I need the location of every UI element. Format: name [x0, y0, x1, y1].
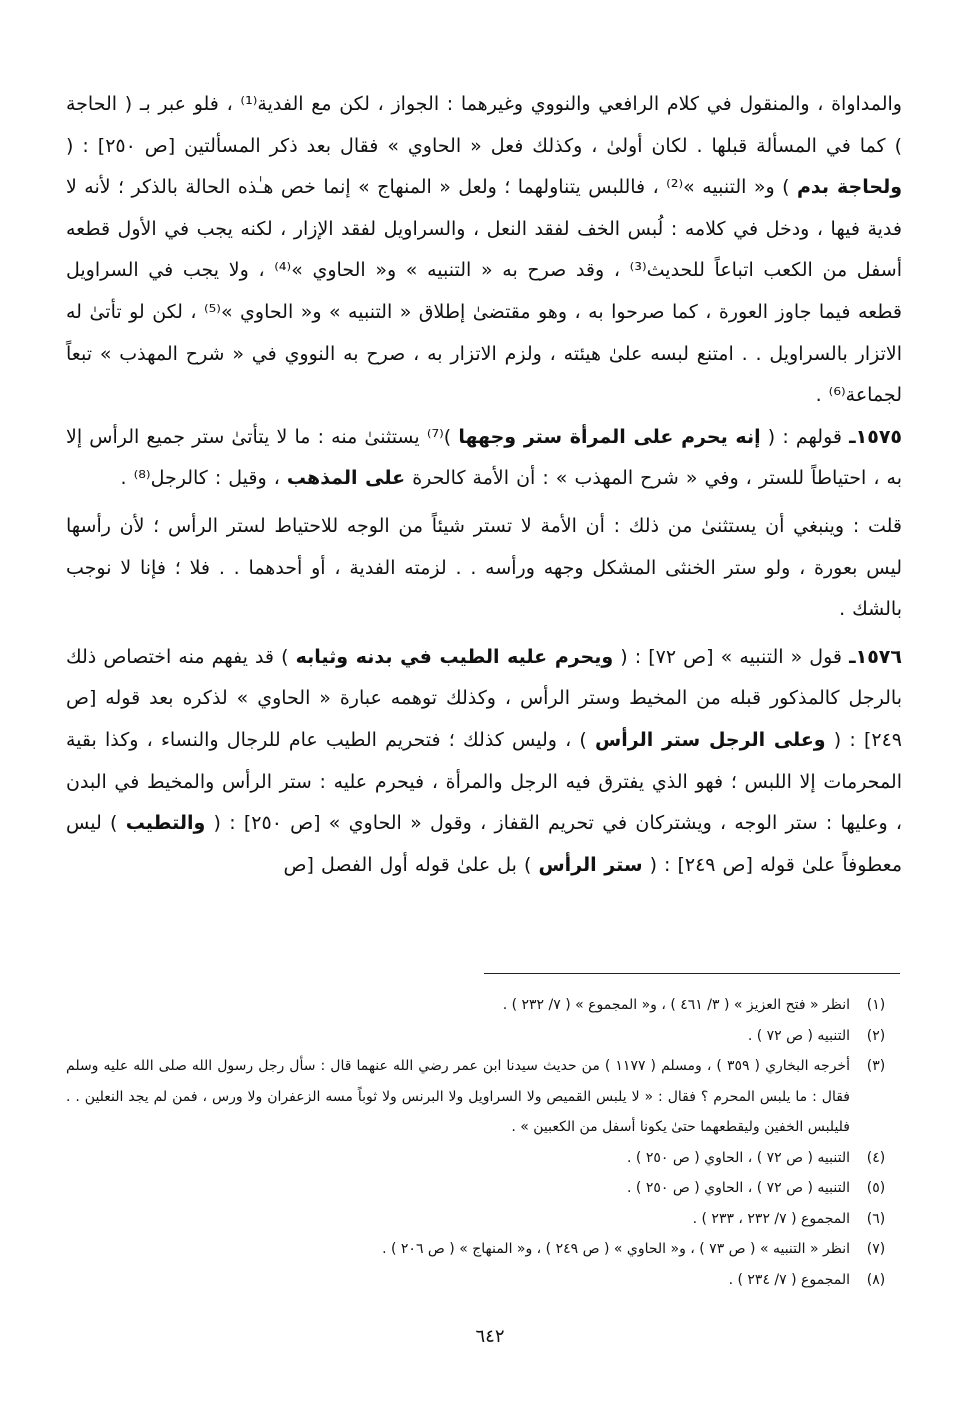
paragraph-1575-text-b: )⁽⁷⁾ يستثنىٰ منه : ما لا يتأتىٰ ستر جميع الرأس إلا به ، احتياطاً للستر ، وفي « شرح المهذب » : أن الأمة كالحرة	[66, 425, 902, 490]
paragraph-1-text-a: والمداواة ، والمنقول في كلام الرافعي والنووي وغيرهما : الجواز ، لكن مع الفدية⁽¹⁾ ، فلو عبر بـ ( الحاجة ) كما في المسألة قبلها . لكان أولىٰ ، وكذلك فعل « الحاوي » فقال بعد ذكر المسألتين [ص ٢٥٠] : (	[66, 93, 902, 157]
paragraph-1576-bold-4: ستر الرأس	[538, 853, 643, 876]
footnote-text: التنبيه ( ص ٧٢ ) ، الحاوي ( ص ٢٥٠ ) .	[627, 1180, 850, 1196]
footnote	[66, 1204, 902, 1235]
footnote-text: المجموع ( ٧/ ٢٣٤ ) .	[728, 1271, 850, 1288]
footnote	[66, 1051, 902, 1143]
footnote	[66, 1173, 902, 1204]
paragraph-1576-bold-2: وعلى الرجل ستر الرأس	[595, 728, 826, 751]
paragraph-1575-text-c: ، وقيل : كالرجل⁽⁸⁾ .	[120, 467, 280, 490]
paragraph-1576-bold-3: والتطيب	[125, 812, 206, 835]
footnote-text: التنبيه ( ص ٧٢ ) ، الحاوي ( ص ٢٥٠ ) .	[627, 1149, 850, 1166]
paragraph-1576-text-c: ) ، وليس كذلك ؛ فتحريم الطيب عام للرجال والنساء ، وكذا بقية المحرمات إلا اللبس ؛ فهو الذي يفترق فيه الرجل والمرأة ، فيحرم عليه : ستر الرأس والمخيط في البدن ، وعليها : ستر الوجه ، ويشتركان في تحريم القفاز ، وقول « الحاوي » [ص ٢٥٠] : (	[66, 728, 903, 835]
paragraph-1575-bold-1: إنه يحرم على المرأة ستر وجهها	[458, 425, 761, 448]
footnote-text: التنبيه ( ص ٧٢ ) .	[747, 1027, 850, 1044]
paragraph-1576-text-d: ) ليس معطوفاً علىٰ قوله [ص ٢٤٩] : (	[66, 812, 902, 876]
footnote-number: (٢)	[866, 1027, 886, 1044]
page-number: ٦٤٢	[475, 1326, 505, 1347]
footnote	[66, 1021, 902, 1052]
footnote	[66, 990, 902, 1021]
footnote-number: (١)	[866, 997, 886, 1013]
footnote-number: (٥)	[866, 1180, 886, 1196]
footnote-number: (٣)	[866, 1058, 886, 1074]
footnote-text: المجموع ( ٧/ ٢٣٢ ، ٢٣٣ ) .	[692, 1210, 850, 1227]
footnote	[66, 1265, 902, 1296]
footnote-number: (٨)	[866, 1271, 886, 1288]
paragraph-1576-bold-1: ويحرم عليه الطيب في بدنه وثيابه	[295, 645, 614, 668]
issue-number-1576: ١٥٧٦ـ	[849, 645, 902, 668]
footnote-separator	[484, 973, 900, 974]
paragraph-1575-text-a: قولهم : (	[767, 425, 842, 448]
footnote	[66, 1143, 902, 1174]
footnote-number: (٦)	[866, 1210, 886, 1227]
footnote	[66, 1234, 902, 1265]
footnote-text: انظر « التنبيه » ( ص ٧٣ ) ، و« الحاوي » ( ص ٢٤٩ ) ، و« المنهاج » ( ص ٢٠٦ ) .	[382, 1241, 850, 1257]
footnotes	[66, 990, 902, 1295]
paragraph-1	[66, 84, 902, 417]
paragraph-1575	[66, 417, 902, 500]
paragraph-1576-text-a: قول « التنبيه » [ص ٧٢] : (	[620, 645, 843, 668]
paragraph-1-bold-1: ولحاجة بدم	[796, 176, 903, 199]
paragraph-qultu: قلت : وينبغي أن يستثنىٰ من ذلك : أن الأمة لا تستر شيئاً من الوجه للاحتياط لستر الرأس ؛ لأن رأسها ليس بعورة ، ولو ستر الخنثى المشكل وجهه ورأسه . . لزمته الفدية ، أو أحدهما . . فلا ؛ فإنا لا نوجب بالشك .	[66, 514, 902, 621]
paragraph-1575-bold-2: على المذهب	[286, 467, 406, 490]
paragraph-1-text-b: ) و« التنبيه »⁽²⁾ ، فاللبس يتناولهما ؛ ولعل « المنهاج » إنما خص هـٰذه الحالة بالذكر ؛ لأنه لا فدية فيها ، ودخل في كلامه : لُبس الخف لفقد النعل ، والسراويل لفقد الإزار ، لكنه يجب في الأول قطعه أسفل من الكعب اتباعاً للحديث⁽³⁾ ، وقد صرح به « التنبيه » و« الحاوي »⁽⁴⁾ ، ولا يجب في السراويل قطعه فيما جاوز العورة ، كما صرحوا به ، وهو مقتضىٰ إطلاق « التنبيه » و« الحاوي »⁽⁵⁾ ، لكن لو تأتىٰ له الاتزار بالسراويل . . امتنع لبسه علىٰ هيئته ، ولزم الاتزار به ، صرح به النووي في « شرح المهذب » تبعاً لجماعة⁽⁶⁾ .	[66, 176, 902, 407]
issue-number-1575: ١٥٧٥ـ	[849, 425, 903, 448]
footnote-text: انظر « فتح العزيز » ( ٣/ ٤٦١ ) ، و« المجموع » ( ٧/ ٢٣٢ ) .	[502, 997, 850, 1013]
main-text	[66, 84, 902, 886]
paragraph-1576-text-e: ) بل علىٰ قوله أول الفصل [ص	[283, 853, 532, 876]
paragraph-1576	[66, 637, 902, 887]
footnote-number: (٤)	[866, 1149, 886, 1166]
paragraph-1576-text-b: ) قد يفهم منه اختصاص ذلك بالرجل كالمذكور قبله من المخيط وستر الرأس ، وكذلك توهمه عبارة « الحاوي » لذكره بعد قوله [ص ٢٤٩] : (	[66, 645, 902, 751]
footnote-text: أخرجه البخاري ( ٣٥٩ ) ، ومسلم ( ١١٧٧ ) من حديث سيدنا ابن عمر رضي الله عنهما قال : سأل رجل رسول الله صلى الله عليه وسلم فقال : ما يلبس المحرم ؟ فقال : « لا يلبس القميص ولا السراويل ولا البرنس ولا ثوباً مسه الزعفران ولا ورس ، فمن لم يجد النعلين . . فليلبس الخفين وليقطعهما حتىٰ يكونا أسفل من الكعبين » .	[66, 1058, 850, 1135]
footnote-number: (٧)	[866, 1241, 886, 1257]
